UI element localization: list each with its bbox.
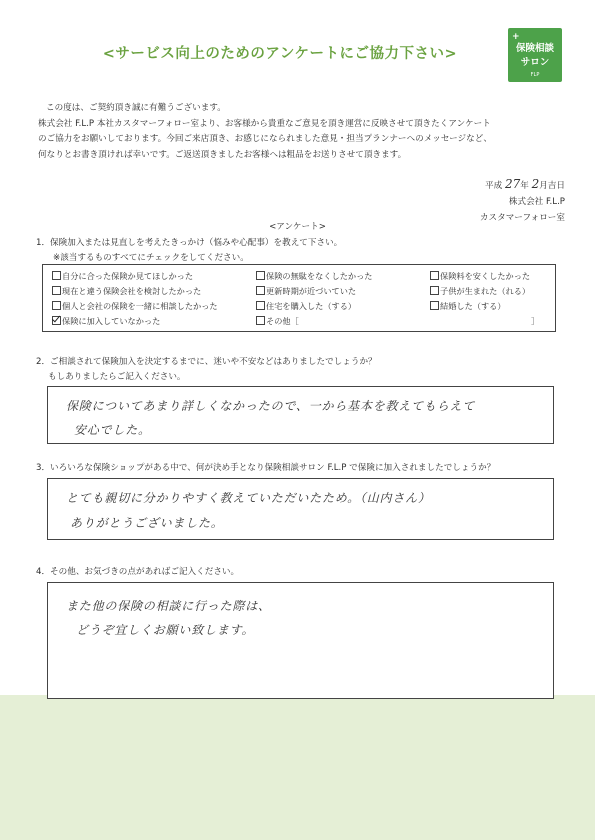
option-label: 保険に加入していなかった xyxy=(62,316,161,326)
handwritten-answer-line: 安心でした。 xyxy=(74,423,151,437)
checkbox-icon[interactable] xyxy=(52,286,61,295)
option-checkbox[interactable] xyxy=(256,271,372,282)
handwritten-answer-line: 保険についてあまり詳しくなかったので、一から基本を教えてもらえて xyxy=(66,399,476,413)
option-label: 自分に合った保険か見てほしかった xyxy=(62,271,194,281)
page-title: <サービス向上のためのアンケートにご協力下さい> xyxy=(102,46,458,62)
option-checkbox[interactable] xyxy=(256,286,356,297)
option-label: 子供が生まれた（れる） xyxy=(440,286,531,296)
question-2-answer-box[interactable] xyxy=(47,386,554,444)
checkbox-icon[interactable] xyxy=(256,286,265,295)
option-label: 現在と違う保険会社を検討したかった xyxy=(62,286,202,296)
option-checkbox[interactable] xyxy=(430,301,506,312)
date-month: 2 xyxy=(531,177,540,191)
intro-line: のご協力をお願いしております。今回ご来店頂き、お感じになられました意見・担当プランナーへのメッセージなど、 xyxy=(38,134,492,144)
intro-text xyxy=(38,101,568,163)
date-era: 平成 xyxy=(485,181,503,191)
option-label: 住宅を購入した（する） xyxy=(266,301,357,311)
option-checkbox[interactable] xyxy=(430,271,530,282)
option-checkbox[interactable] xyxy=(52,271,193,282)
option-label: 結婚した（する） xyxy=(440,301,506,311)
intro-line: この度は、ご契約頂き誠に有難うございます。 xyxy=(46,103,226,113)
option-checkbox[interactable] xyxy=(256,316,299,327)
option-label: 個人と会社の保険を一緒に相談したかった xyxy=(62,301,218,311)
company-name: 株式会社 F.L.P xyxy=(508,197,565,207)
question-1-label: 1．保険加入または見直しを考えたきっかけ（悩みや心配事）を教えて下さい。 xyxy=(36,238,343,248)
handwritten-answer-line: また他の保険の相談に行った際は、 xyxy=(66,599,271,613)
option-label: 保険の無駄をなくしたかった xyxy=(266,271,373,281)
option-checkbox[interactable] xyxy=(52,301,218,312)
checkbox-icon[interactable] xyxy=(256,316,265,325)
option-label: 保険料を安くしたかった xyxy=(440,271,531,281)
option-checkbox[interactable] xyxy=(52,286,201,297)
other-bracket-close: ］ xyxy=(531,316,540,326)
checkbox-icon[interactable] xyxy=(430,301,439,310)
intro-line: 何なりとお書き頂ければ幸いです。ご返送頂きましたお客様へは粗品をお送りさせて頂きます。 xyxy=(38,149,407,160)
date-line xyxy=(480,176,565,194)
option-checkbox[interactable] xyxy=(430,286,530,297)
question-2-label: 2．ご相談されて保険加入を決定するまでに、迷いや不安などはありましたでしょうか？ xyxy=(36,357,377,367)
question-1-note: ※該当するものすべてにチェックをしてください。 xyxy=(53,253,249,263)
date-month-suffix: 月吉日 xyxy=(539,181,565,191)
handwritten-answer-line: どうぞ宜しくお願い致します。 xyxy=(76,623,255,637)
checkbox-icon[interactable] xyxy=(430,286,439,295)
logo-line-3: FLP xyxy=(530,72,540,78)
checked-checkbox-icon[interactable] xyxy=(52,316,61,325)
checkbox-icon[interactable] xyxy=(52,271,61,280)
question-1-options-box xyxy=(42,264,556,332)
checkbox-icon[interactable] xyxy=(52,301,61,310)
question-3-label: 3．いろいろな保険ショップがある中で、何が決め手となり保険相談サロン F.L.P で保険に加入されましたでしょうか？ xyxy=(36,463,496,473)
checkbox-icon[interactable] xyxy=(256,271,265,280)
department-name: カスタマーフォロー室 xyxy=(479,213,565,223)
logo-line-2: サロン xyxy=(520,57,550,68)
option-checkbox[interactable] xyxy=(52,316,160,327)
checkbox-icon[interactable] xyxy=(256,301,265,310)
intro-line: 株式会社 F.L.P 本社カスタマーフォロー室より、お客様から貴重なご意見を頂き運営に反映させて頂きたくアンケート xyxy=(38,118,491,129)
question-3-answer-box[interactable] xyxy=(47,478,554,540)
question-4-answer-box[interactable] xyxy=(47,582,554,699)
handwritten-answer-line: とても親切に分かりやすく教えていただいたため。（山内さん） xyxy=(66,491,431,505)
question-2-label-2: もしありましたらご記入ください。 xyxy=(48,372,186,382)
option-label: その他［ xyxy=(266,316,299,326)
salon-logo xyxy=(508,28,562,82)
survey-heading: <アンケート> xyxy=(269,222,326,232)
option-label: 更新時期が近づいていた xyxy=(266,286,357,296)
bottom-background-band xyxy=(0,695,595,840)
logo-line-1: 保険相談 xyxy=(515,43,554,54)
checkbox-icon[interactable] xyxy=(430,271,439,280)
date-block xyxy=(480,176,565,226)
plus-icon: + xyxy=(512,32,520,42)
question-4-label: 4．その他、お気づきの点があればご記入ください。 xyxy=(36,567,240,577)
date-year-suffix: 年 xyxy=(520,181,529,191)
handwritten-answer-line: ありがとうございました。 xyxy=(70,516,224,530)
option-checkbox[interactable] xyxy=(256,301,356,312)
date-year: 27 xyxy=(504,177,521,191)
